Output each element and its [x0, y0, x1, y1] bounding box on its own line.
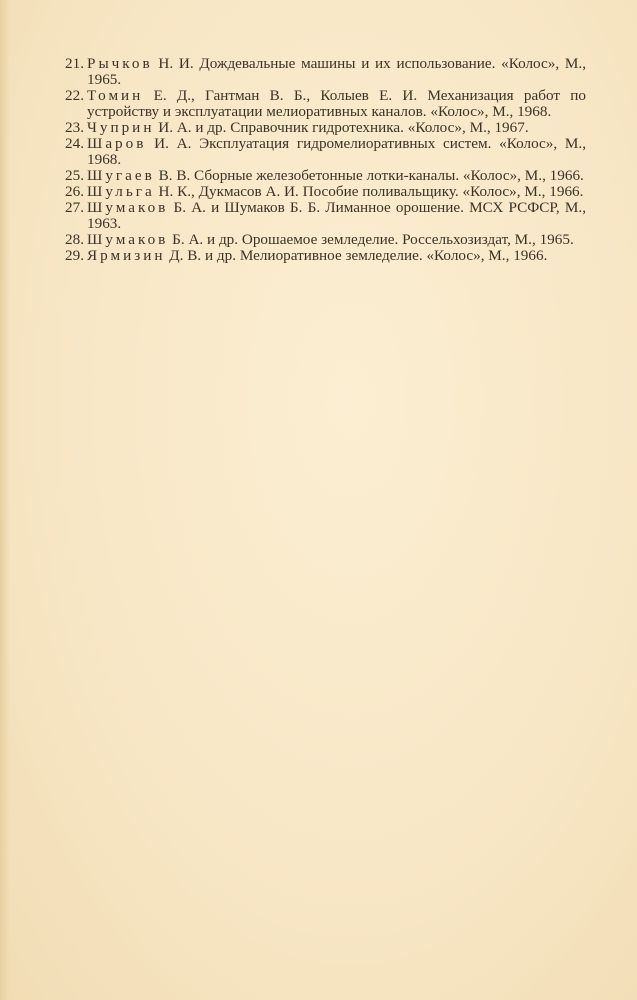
reference-number: 22.: [65, 87, 84, 104]
reference-text: [87, 56, 586, 88]
reference-body: Б. А. и др. Орошаемое земледелие. Россельхозиздат, М., 1965.: [168, 231, 574, 248]
reference-author: Шугаев: [87, 167, 155, 184]
reference-number: 28.: [65, 231, 84, 248]
reference-item: [58, 232, 586, 248]
reference-item: [58, 248, 586, 264]
reference-text: [87, 136, 586, 168]
reference-text: [87, 232, 586, 248]
bibliography-list: [58, 56, 586, 264]
reference-text: [87, 168, 586, 184]
reference-text: [87, 120, 586, 136]
reference-item: [58, 136, 586, 168]
reference-item: [58, 88, 586, 120]
reference-body: И. А. Эксплуатация гидромелиоративных систем. «Колос», М., 1968.: [87, 135, 586, 168]
reference-number: 24.: [65, 135, 84, 152]
reference-author: Шумаков: [87, 199, 169, 216]
reference-item: [58, 56, 586, 88]
reference-author: Шумаков: [87, 231, 169, 248]
reference-body: Б. А. и Шумаков Б. Б. Лиманное орошение. МСХ РСФСР, М., 1963.: [87, 199, 586, 232]
reference-item: [58, 200, 586, 232]
page-edge-shadow: [0, 0, 10, 1000]
reference-author: Чуприн: [87, 119, 155, 136]
reference-item: [58, 120, 586, 136]
reference-body: В. В. Сборные железобетонные лотки-каналы. «Колос», М., 1966.: [154, 167, 584, 184]
reference-body: Н. И. Дождевальные машины и их использование. «Колос», М., 1965.: [87, 55, 586, 88]
reference-number: 25.: [65, 167, 84, 184]
reference-body: Д. В. и др. Мелиоративное земледелие. «Колос», М., 1966.: [165, 247, 548, 264]
reference-author: Шаров: [87, 135, 147, 152]
reference-author: Рычков: [87, 55, 153, 72]
reference-text: [87, 88, 586, 120]
reference-body: И. А. и др. Справочник гидротехника. «Колос», М., 1967.: [154, 119, 529, 136]
reference-text: [87, 184, 586, 200]
reference-text: [87, 248, 586, 264]
reference-number: 21.: [65, 55, 84, 72]
reference-author: Томин: [87, 87, 144, 104]
reference-text: [87, 200, 586, 232]
reference-body: Е. Д., Гантман В. Б., Колыев Е. И. Механизация работ по устройству и эксплуатации мелиоративных каналов. «Колос», М., 1968.: [87, 87, 586, 120]
reference-author: Ярмизин: [87, 247, 166, 264]
reference-author: Шульга: [87, 183, 155, 200]
reference-item: [58, 168, 586, 184]
reference-number: 26.: [65, 183, 84, 200]
reference-item: [58, 184, 586, 200]
reference-body: Н. К., Дукмасов А. И. Пособие поливальщику. «Колос», М., 1966.: [154, 183, 584, 200]
reference-number: 29.: [65, 247, 84, 264]
reference-number: 27.: [65, 199, 84, 216]
reference-number: 23.: [65, 119, 84, 136]
